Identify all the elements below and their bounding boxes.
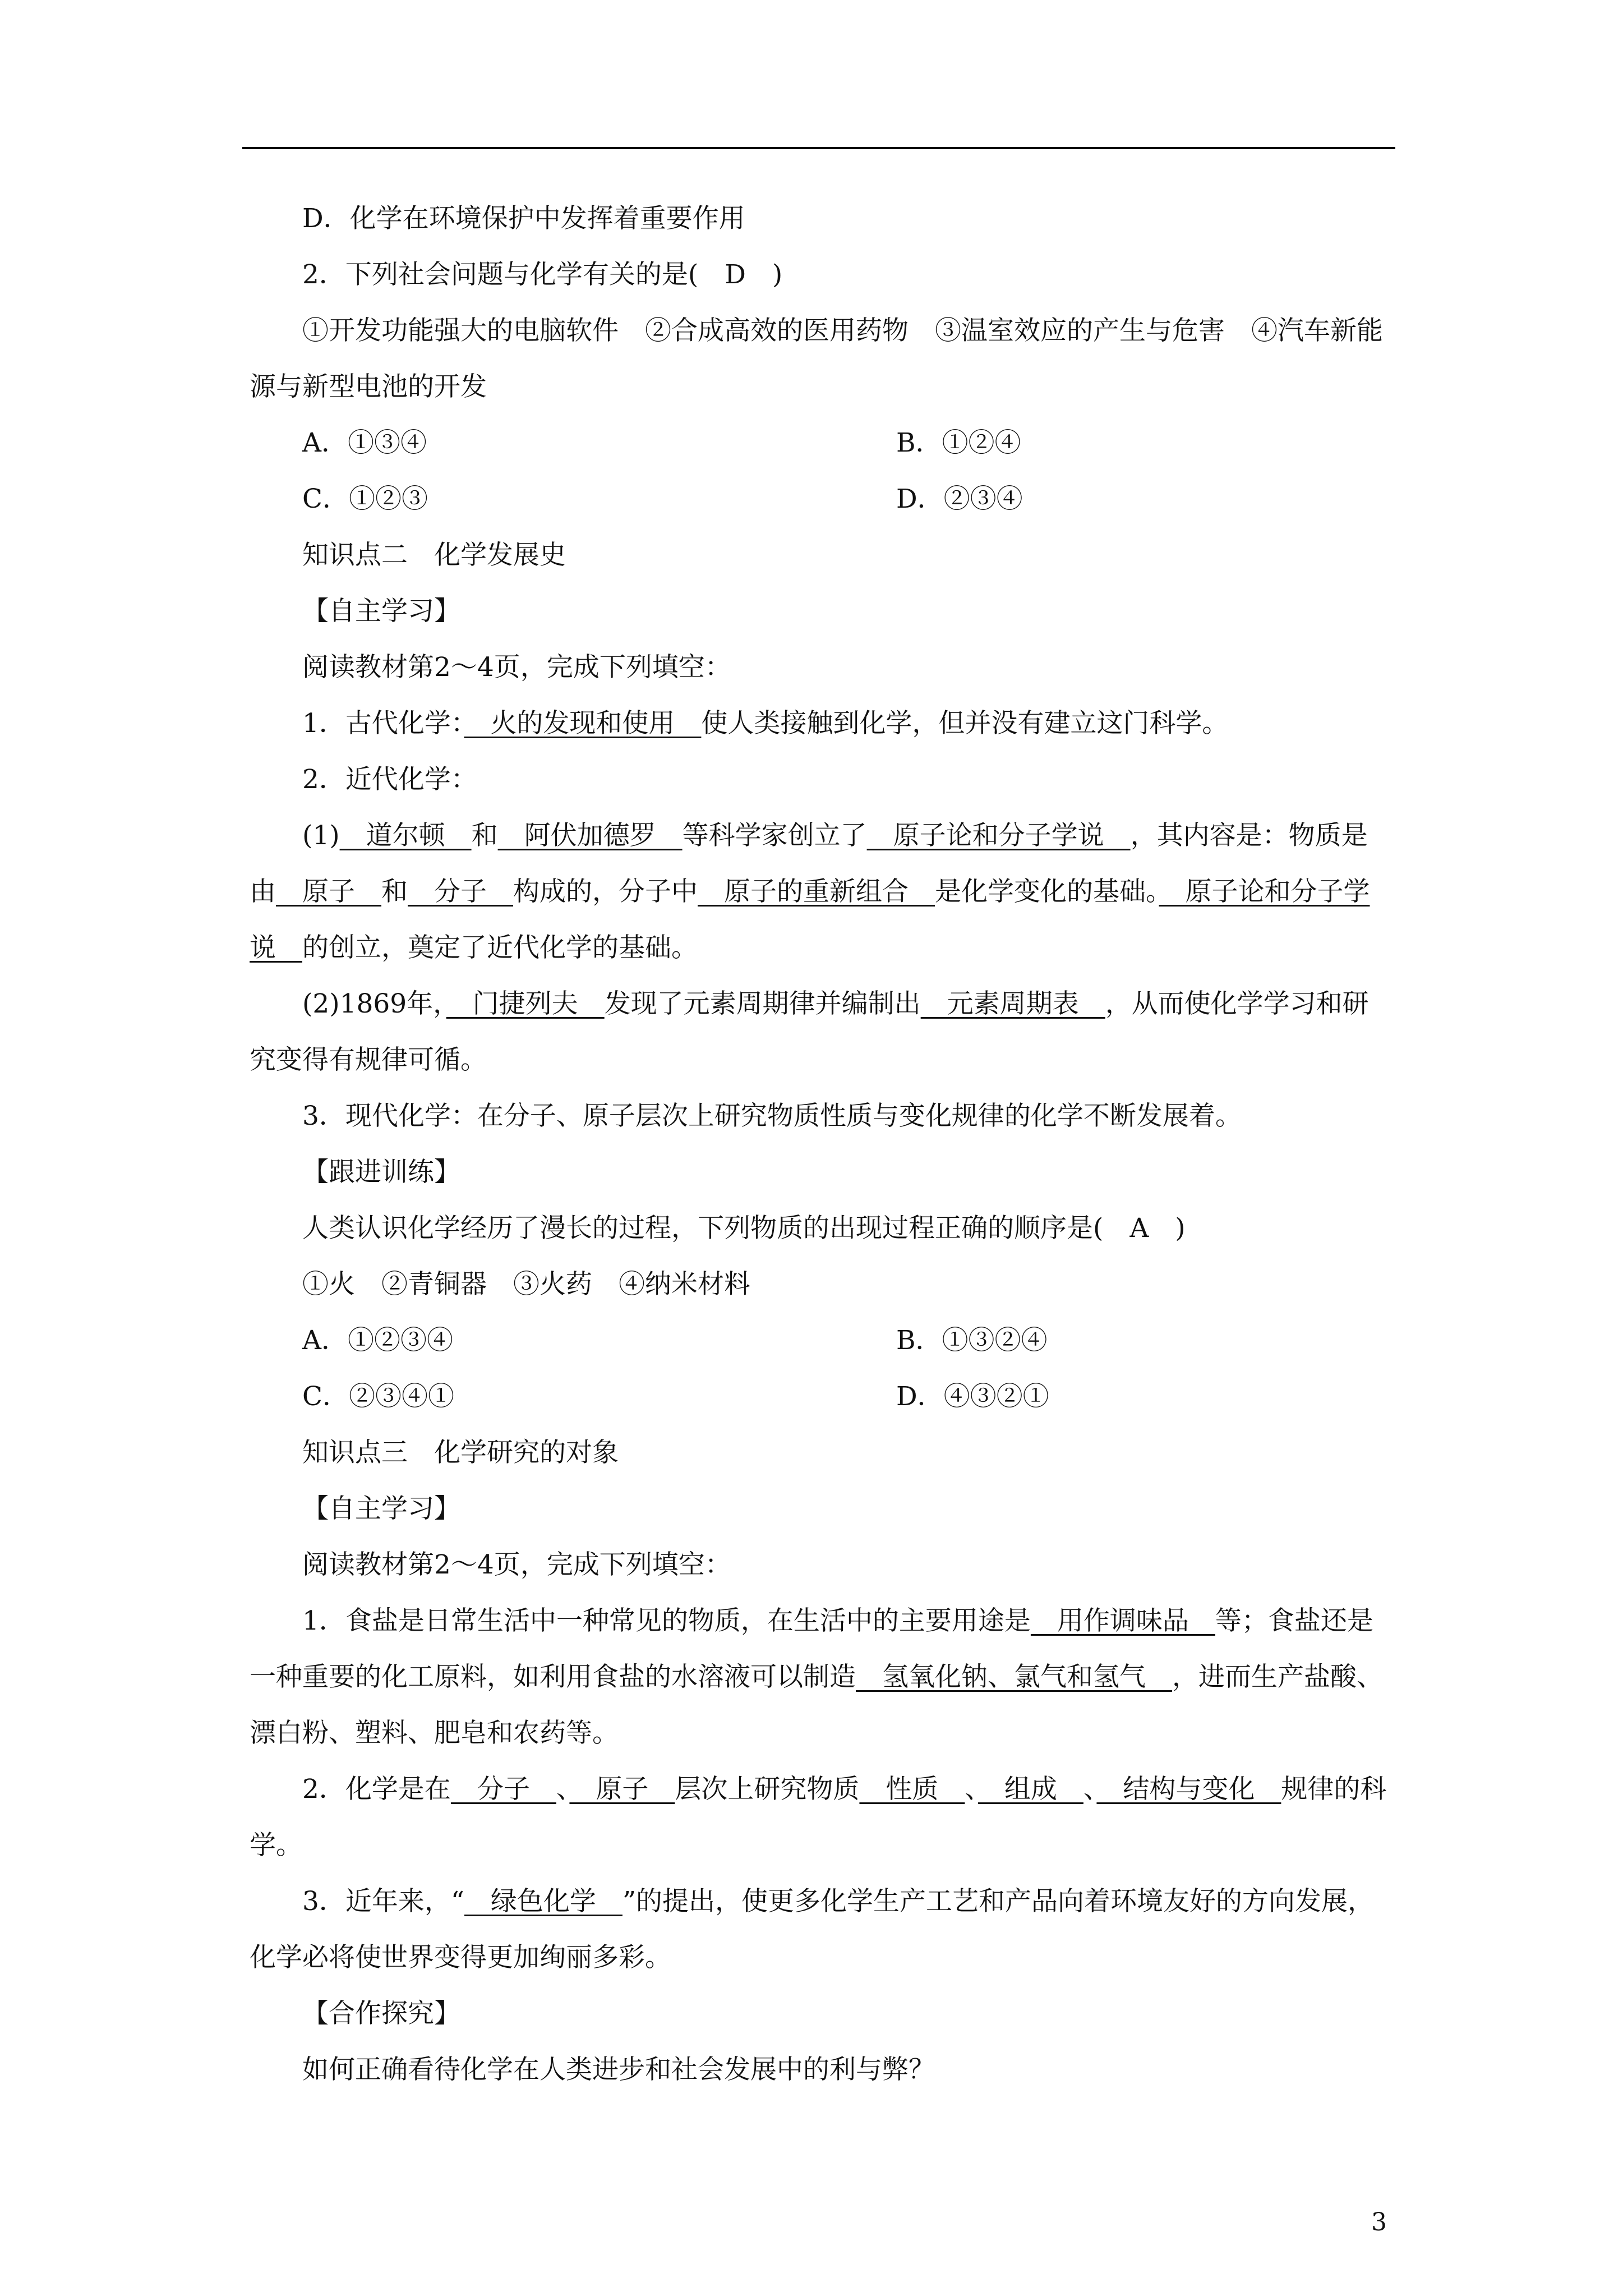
self-study-heading: 【自主学习】 bbox=[302, 1493, 460, 1524]
text: 1．古代化学： bbox=[302, 708, 464, 739]
training-options-row-1 bbox=[250, 1313, 1394, 1369]
cooperative-inquiry-question: 如何正确看待化学在人类进步和社会发展中的利与弊？ bbox=[302, 2054, 935, 2085]
answer-blank: 原子 bbox=[276, 876, 381, 907]
follow-up-training-heading: 【跟进训练】 bbox=[302, 1157, 460, 1188]
modern-chemistry-item-2 bbox=[250, 976, 1394, 1088]
answer-blank: 性质 bbox=[859, 1774, 965, 1805]
text: 使人类接触到化学，但并没有建立这门科学。 bbox=[701, 708, 1229, 739]
cooperative-inquiry-heading: 【合作探究】 bbox=[302, 1998, 460, 2029]
text: 构成的，分子中 bbox=[513, 876, 698, 907]
answer-blank: 绿色化学 bbox=[464, 1886, 623, 1917]
answer-blank: 火的发现和使用 bbox=[464, 708, 702, 739]
green-chemistry-item bbox=[250, 1874, 1394, 1986]
text: 层次上研究物质 bbox=[675, 1774, 860, 1805]
training-options-row-2 bbox=[250, 1369, 1394, 1425]
text: 、 bbox=[1083, 1774, 1097, 1805]
modern-chemistry-heading: 2．近代化学： bbox=[302, 764, 477, 795]
training-items: ①火 ②青铜器 ③火药 ④纳米材料 bbox=[302, 1269, 750, 1300]
text: ，从而使化学学习和研究变得有规律可循。 bbox=[250, 988, 1369, 1075]
answer-blank: 原子 bbox=[569, 1774, 675, 1805]
text: 3．近年来，“ bbox=[302, 1886, 464, 1917]
contemporary-chemistry-item: 3．现代化学：在分子、原子层次上研究物质性质与变化规律的化学不断发展着。 bbox=[302, 1101, 1242, 1131]
text: 等；食盐还是一种重要的化工原料，如利用食盐的水溶液可以制造 bbox=[250, 1605, 1373, 1692]
option-d: D．②③④ bbox=[896, 484, 1023, 514]
option-c: C．②③④① bbox=[302, 1381, 454, 1412]
document-body bbox=[250, 191, 1394, 2098]
answer-blank: 原子论和分子学说 bbox=[250, 876, 1370, 963]
option-c: C．①②③ bbox=[302, 484, 428, 514]
answer-blank: 阿伏加德罗 bbox=[497, 820, 683, 851]
page-number: 3 bbox=[1371, 2208, 1387, 2237]
self-study-heading: 【自主学习】 bbox=[302, 596, 460, 627]
text: 1．食盐是日常生活中一种常见的物质，在生活中的主要用途是 bbox=[302, 1605, 1031, 1636]
text: 发现了元素周期律并编制出 bbox=[604, 988, 921, 1019]
option-d: D．④③②① bbox=[896, 1381, 1049, 1412]
section-title-knowledge-3: 知识点三 化学研究的对象 bbox=[302, 1437, 619, 1468]
answer-blank: 结构与变化 bbox=[1096, 1774, 1281, 1805]
answer-blank: 分子 bbox=[450, 1774, 556, 1805]
answer-blank: 氢氧化钠、氯气和氢气 bbox=[856, 1662, 1172, 1692]
answer-blank: 用作调味品 bbox=[1030, 1605, 1215, 1636]
question-2-options-row-2 bbox=[250, 471, 1394, 527]
option-d-line: D．化学在环境保护中发挥着重要作用 bbox=[302, 203, 745, 234]
text: ”的提出，使更多化学生产工艺和产品向着环境友好的方向发展，化学必将使世界变得更加绚丽多彩。 bbox=[250, 1886, 1374, 1973]
answer-blank: 分子 bbox=[408, 876, 513, 907]
modern-chemistry-item-1 bbox=[250, 808, 1394, 976]
text: 的创立，奠定了近代化学的基础。 bbox=[302, 932, 698, 963]
question-2: 2．下列社会问题与化学有关的是( D ) bbox=[302, 259, 783, 290]
text: (2)1869年， bbox=[302, 988, 446, 1019]
text: 和 bbox=[381, 876, 408, 907]
question-2-items: ①开发功能强大的电脑软件 ②合成高效的医用药物 ③温室效应的产生与危害 ④汽车新能源与新型电池的开发 bbox=[250, 315, 1383, 402]
text: 、 bbox=[965, 1774, 978, 1805]
reading-instruction: 阅读教材第2～4页，完成下列填空： bbox=[302, 1549, 731, 1580]
answer-blank: 原子的重新组合 bbox=[698, 876, 935, 907]
option-b: B．①③②④ bbox=[896, 1325, 1048, 1356]
text: 2．化学是在 bbox=[302, 1774, 451, 1805]
text: ，进而生产盐酸、漂白粉、塑料、肥皂和农药等。 bbox=[250, 1662, 1383, 1749]
ancient-chemistry-item bbox=[250, 696, 1394, 752]
answer-blank: 门捷列夫 bbox=[446, 988, 605, 1019]
reading-instruction: 阅读教材第2～4页，完成下列填空： bbox=[302, 652, 731, 683]
header-rule bbox=[242, 147, 1395, 149]
answer-blank: 原子论和分子学说 bbox=[866, 820, 1131, 851]
text: 和 bbox=[471, 820, 498, 851]
question-2-options-row-1 bbox=[250, 415, 1394, 471]
text: 等科学家创立了 bbox=[682, 820, 867, 851]
option-a: A．①③④ bbox=[302, 427, 427, 458]
salt-item bbox=[250, 1593, 1394, 1761]
training-question: 人类认识化学经历了漫长的过程，下列物质的出现过程正确的顺序是( A ) bbox=[302, 1213, 1186, 1244]
text: (1) bbox=[302, 820, 340, 851]
answer-blank: 元素周期表 bbox=[920, 988, 1105, 1019]
text: 、 bbox=[556, 1774, 570, 1805]
text: 是化学变化的基础。 bbox=[935, 876, 1159, 907]
option-a: A．①②③④ bbox=[302, 1325, 453, 1356]
text: ，其内容是：物质是由 bbox=[250, 820, 1368, 907]
text: 规律的科学。 bbox=[250, 1774, 1387, 1861]
option-b: B．①②④ bbox=[896, 427, 1021, 458]
section-title-knowledge-2: 知识点二 化学发展史 bbox=[302, 540, 566, 570]
answer-blank: 组成 bbox=[978, 1774, 1083, 1805]
answer-blank: 道尔顿 bbox=[339, 820, 472, 851]
chemistry-definition-item bbox=[250, 1761, 1394, 1874]
